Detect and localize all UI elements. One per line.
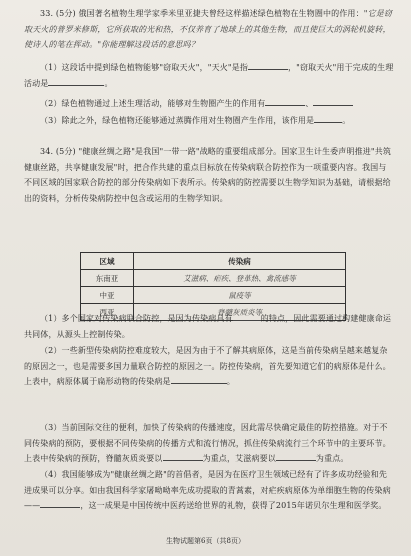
table-header: 传染病 bbox=[134, 253, 346, 270]
table-cell: 东南亚 bbox=[81, 270, 134, 287]
q33-s2: （2）绿色植物通过上述生理活动，能够对生物圈产生的作用有 bbox=[40, 99, 266, 108]
q33-head: 33. (5分) 俄国著名植物生理学家季米里亚捷夫曾经这样描述绿色植物在生物圈中的作用： bbox=[40, 9, 364, 18]
answer-blank[interactable] bbox=[248, 61, 288, 70]
q34-p1b: 的特点，因此需要通过构建健康命运共同体，从源头上控制传染。 bbox=[24, 314, 392, 339]
table-cell: 西亚 bbox=[81, 304, 134, 321]
q34-p3c: 为重点。 bbox=[315, 454, 349, 463]
table-cell: 脊髓灰质炎等 bbox=[134, 304, 346, 321]
table-cell: 鼠疫等 bbox=[134, 287, 346, 304]
table-cell: 中亚 bbox=[81, 287, 134, 304]
table-row bbox=[81, 287, 346, 304]
answer-blank[interactable] bbox=[314, 114, 342, 123]
q34-p2: （2）一些新型传染病防控难度较大，是因为由于不了解其病原体，这是当前传染病呈越来越复杂的原因之一，也是需要多国力量联合防控的原因之一。防控传染病，首先要知道它们的病原体是什么。上表中，病原体属于扁形动物的传染病是 bbox=[24, 346, 391, 386]
q34-stem: 34. (5分) "健康丝绸之路"是我国"一带一路"战略的重要组成部分。国家卫生计生委声明推进"共筑健康丝路，共享健康发展"时，把合作共建的重点目标放在传染病联合防控作为一项重要内容。我国与不同区域的国家联合防控的部分传染病如下表所示。传染病的防控需要以生物学知识为基础，请根据给出的资料，分析传染病防控中包含或运用的生物学知识。 bbox=[24, 147, 392, 203]
q34-p4b: ，这一成果是中国传统中医药送给世界的礼物，获得了2015年诺贝尔生理和医学奖。 bbox=[80, 501, 387, 510]
answer-blank[interactable] bbox=[163, 452, 203, 461]
q34-sub1 bbox=[24, 311, 394, 342]
answer-blank[interactable] bbox=[40, 499, 80, 508]
q33-s3: （3）除此之外，绿色植物还能够通过蒸腾作用对生物圈产生作用，该作用是 bbox=[40, 116, 315, 125]
q34-sub2 bbox=[24, 343, 394, 390]
q34-p1: （1）多个国家对传染病联合防控，是因为传染病具有 bbox=[40, 314, 233, 323]
q33-sub2 bbox=[24, 96, 394, 112]
q34-p4: （4）我国能够成为"健康丝绸之路"的首倡者，是因为在医疗卫生领域已经有了许多成功经验和先进成果可以分享。如由我国科学家屠呦呦率先成功提取的青蒿素，对疟疾病原体为单细胞生物的传染病—— bbox=[24, 470, 391, 510]
q33-quote: "它是窃取天火的普罗米修斯，它所获取的光和热，不仅养育了地球上的其他生物，而且使巨大的涡轮机旋转，使诗人的笔在挥动。"你能理解这段话的意思吗？ bbox=[24, 9, 393, 49]
answer-blank[interactable] bbox=[233, 312, 261, 321]
q34-sub3 bbox=[24, 420, 394, 467]
q34-p3: （3）当前国际交往的便利，加快了传染病的传播速度，因此需尽快确定最佳的防控措施。对于不同传染病的预防，要根据不同传染病的传播方式和流行情况，抓住传染病流行三个环节中的主要环节。上表中传染病的预防，脊髓灰质炎要以 bbox=[24, 423, 391, 463]
q33-stem bbox=[24, 6, 394, 53]
q33-sub1 bbox=[24, 60, 394, 91]
q33-sub3 bbox=[24, 113, 394, 129]
q33-s2b: 、 bbox=[305, 99, 314, 108]
q33-s1b: ，"窃取天火"用于完成的生理活动是 bbox=[24, 63, 394, 88]
answer-blank[interactable] bbox=[171, 375, 227, 384]
page-footer: 生物试题第6页（共8页） bbox=[166, 537, 245, 545]
answer-blank[interactable] bbox=[265, 97, 305, 106]
answer-blank[interactable] bbox=[313, 97, 353, 106]
q34-p3b: 为重点，艾滋病要以 bbox=[202, 454, 276, 463]
table-row bbox=[81, 270, 346, 287]
answer-blank[interactable] bbox=[48, 77, 104, 86]
q33-s1c: 。 bbox=[104, 78, 113, 88]
q34-sub4 bbox=[24, 467, 394, 514]
table-cell: 艾滋病、疟疾、登革热、禽流感等 bbox=[134, 270, 346, 287]
answer-blank[interactable] bbox=[276, 452, 316, 461]
table-header: 区域 bbox=[81, 253, 134, 270]
q34-p2b: 。 bbox=[226, 377, 235, 386]
q33-s3b: 。 bbox=[342, 116, 351, 125]
q33-s1a: （1）这段话中提到绿色植物能够"窃取天火"，"天火"是指 bbox=[40, 63, 249, 72]
